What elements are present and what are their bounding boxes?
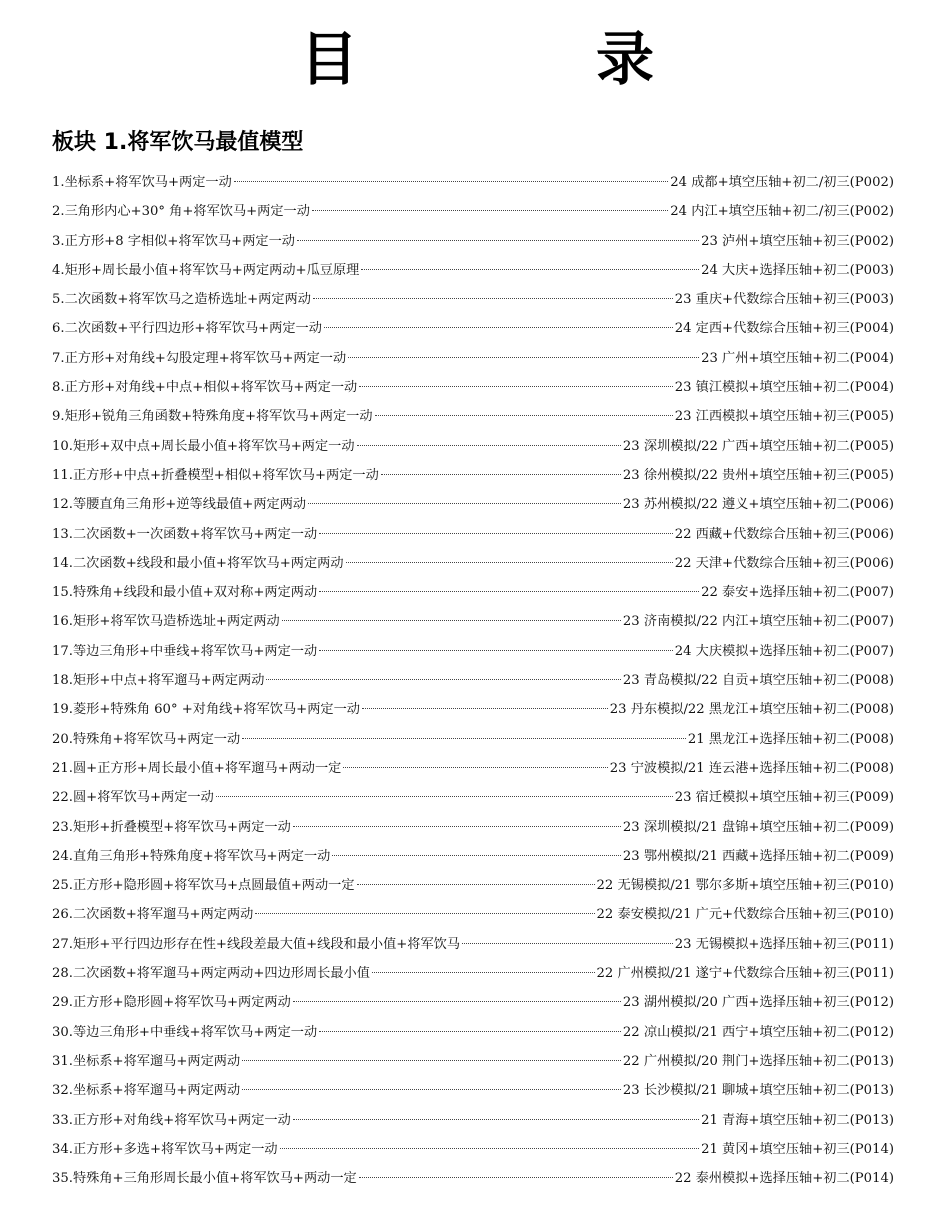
toc-entry-source: 22 凉山模拟/21 西宁+填空压轴+初二 <box>622 1024 850 1040</box>
toc-entry-left <box>52 783 214 812</box>
toc-entry-left <box>52 695 360 724</box>
toc-entry-right <box>623 1018 894 1047</box>
toc-entry-number: 11. <box>52 467 73 483</box>
toc-entry-page: (P008) <box>849 731 894 747</box>
toc-entry-page: (P007) <box>849 614 894 630</box>
toc-entry-page: (P014) <box>849 1171 894 1187</box>
toc-entry-title: 直角三角形+特殊角度+将军饮马+两定一动 <box>72 848 331 864</box>
toc-entry-right <box>675 520 894 549</box>
toc-entry-title: 等边三角形+中垂线+将军饮马+两定一动 <box>72 643 318 659</box>
toc-entry-title: 特殊角+三角形周长最小值+将军饮马+两动一定 <box>72 1171 357 1187</box>
toc-dot-leader <box>343 767 607 768</box>
toc-entry-left <box>52 666 264 695</box>
toc-entry-right <box>610 695 894 724</box>
toc-entry-page: (P006) <box>849 526 894 542</box>
toc-entry-right <box>623 461 894 490</box>
toc-entry[interactable] <box>52 871 894 900</box>
toc-entry-page: (P009) <box>849 790 894 806</box>
toc-entry-right <box>701 227 894 256</box>
toc-entry-page: (P004) <box>849 350 894 366</box>
toc-entry-left <box>52 402 373 431</box>
toc-entry-page: (P006) <box>849 555 894 571</box>
toc-dot-leader <box>359 386 672 387</box>
toc-entry-left <box>52 1076 240 1105</box>
toc-entry[interactable] <box>52 285 894 314</box>
toc-entry-page: (P008) <box>849 760 894 776</box>
toc-dot-leader <box>348 357 699 358</box>
toc-entry-number: 27. <box>52 936 73 952</box>
toc-entry-number: 5. <box>52 292 65 308</box>
toc-entry-page: (P010) <box>849 878 894 894</box>
toc-entry-number: 34. <box>52 1141 73 1157</box>
toc-entry[interactable] <box>52 168 894 197</box>
toc-entry-page: (P003) <box>849 262 894 278</box>
toc-entry-page: (P002) <box>849 233 894 249</box>
toc-entry-source: 22 泰州模拟+选择压轴+初二 <box>674 1171 850 1187</box>
toc-dot-leader <box>357 884 595 885</box>
toc-entry-title: 矩形+将军饮马造桥选址+两定两动 <box>72 614 280 630</box>
toc-entry-title: 二次函数+将军遛马+两定两动+四边形周长最小值 <box>72 966 370 982</box>
toc-entry[interactable] <box>52 783 894 812</box>
toc-entry-page: (P008) <box>849 673 894 689</box>
toc-entry-title: 正方形+多选+将军饮马+两定一动 <box>72 1141 278 1157</box>
section-heading: 板块 1.将军饮马最值模型 <box>52 130 304 155</box>
toc-entry-title: 二次函数+将军饮马之造桥选址+两定两动 <box>64 292 311 308</box>
toc-entry-title: 正方形+8 字相似+将军饮马+两定一动 <box>64 233 295 249</box>
toc-entry-right <box>597 959 894 988</box>
toc-dot-leader <box>242 1060 621 1061</box>
toc-entry-number: 2. <box>52 204 65 220</box>
toc-entry[interactable] <box>52 314 894 343</box>
toc-entry-title: 正方形+对角线+将军饮马+两定一动 <box>72 1112 291 1128</box>
toc-dot-leader <box>255 913 594 914</box>
toc-entry-source: 24 大庆+选择压轴+初二 <box>701 262 850 278</box>
toc-entry-source: 21 青海+填空压轴+初二 <box>701 1112 850 1128</box>
toc-entry-source: 23 广州+填空压轴+初二 <box>701 350 850 366</box>
toc-entry[interactable] <box>52 930 894 959</box>
toc-entry-right <box>675 549 894 578</box>
toc-entry-right <box>623 666 894 695</box>
toc-entry-number: 18. <box>52 673 73 689</box>
toc-entry-title: 二次函数+平行四边形+将军饮马+两定一动 <box>64 321 322 337</box>
toc-entry-source: 21 黄冈+填空压轴+初三 <box>701 1141 850 1157</box>
toc-entry-page: (P012) <box>849 1024 894 1040</box>
toc-entry[interactable] <box>52 256 894 285</box>
toc-dot-leader <box>319 1031 621 1032</box>
toc-entry[interactable] <box>52 666 894 695</box>
toc-entry-number: 21. <box>52 760 73 776</box>
toc-entry-number: 6. <box>52 321 65 337</box>
toc-entry-right <box>675 402 894 431</box>
toc-entry-title: 坐标系+将军饮马+两定一动 <box>64 175 232 190</box>
toc-entry-number: 16. <box>52 614 73 630</box>
toc-entry-left <box>52 1135 278 1164</box>
toc-dot-leader <box>332 855 621 856</box>
toc-dot-leader <box>297 240 699 241</box>
toc-entry[interactable] <box>52 1164 894 1193</box>
toc-entry-source: 23 丹东模拟/22 黑龙江+填空压轴+初二 <box>609 702 850 718</box>
toc-dot-leader <box>362 708 608 709</box>
toc-entry-source: 23 宁波模拟/21 连云港+选择压轴+初二 <box>609 760 850 776</box>
toc-dot-leader <box>282 620 621 621</box>
toc-entry[interactable] <box>52 578 894 607</box>
toc-entry-title: 正方形+隐形圆+将军饮马+两定两动 <box>72 995 291 1011</box>
toc-entry-right <box>675 314 894 343</box>
toc-entry-number: 4. <box>52 262 65 278</box>
toc-entry-left <box>52 227 295 256</box>
toc-entry-title: 矩形+折叠模型+将军饮马+两定一动 <box>72 819 291 835</box>
toc-entry-page: (P012) <box>849 995 894 1011</box>
toc-entry-left <box>52 256 359 285</box>
toc-entry-source: 22 天津+代数综合压轴+初三 <box>674 555 850 571</box>
toc-entry-title: 二次函数+将军遛马+两定两动 <box>72 907 254 923</box>
toc-entry-title: 二次函数+一次函数+将军饮马+两定一动 <box>72 526 318 542</box>
toc-entry-source: 23 济南模拟/22 内江+填空压轴+初二 <box>622 614 850 630</box>
toc-entry[interactable] <box>52 1018 894 1047</box>
toc-entry[interactable] <box>52 402 894 431</box>
toc-entry-right <box>623 432 894 461</box>
toc-entry-right <box>670 168 894 197</box>
toc-entry-left <box>52 197 310 226</box>
toc-entry-number: 7. <box>52 350 65 366</box>
toc-entry[interactable] <box>52 490 894 519</box>
toc-entry-right <box>597 871 894 900</box>
toc-entry-number: 23. <box>52 819 73 835</box>
toc-dot-leader <box>324 327 673 328</box>
toc-entry-left <box>52 461 379 490</box>
toc-entry-right <box>701 256 894 285</box>
toc-entry-title: 正方形+中点+折叠模型+相似+将军饮马+两定一动 <box>72 467 379 483</box>
toc-entry-right <box>675 783 894 812</box>
toc-entry[interactable] <box>52 1076 894 1105</box>
toc-entry[interactable] <box>52 725 894 754</box>
toc-entry-number: 1. <box>52 175 65 190</box>
toc-entry-title: 等边三角形+中垂线+将军饮马+两定一动 <box>72 1024 318 1040</box>
toc-entry-title: 等腰直角三角形+逆等线最值+两定两动 <box>72 497 307 513</box>
toc-entry-number: 19. <box>52 702 73 718</box>
toc-entry-right <box>701 1106 894 1135</box>
toc-entry-source: 23 深圳模拟/21 盘锦+填空压轴+初二 <box>622 819 850 835</box>
toc-entry-title: 矩形+周长最小值+将军饮马+两定两动+瓜豆原理 <box>64 262 360 278</box>
toc-entry-right <box>623 607 894 636</box>
toc-entry-page: (P005) <box>849 467 894 483</box>
toc-entry-title: 特殊角+将军饮马+两定一动 <box>72 731 241 747</box>
toc-entry-title: 坐标系+将军遛马+两定两动 <box>72 1083 241 1099</box>
toc-entry-right <box>675 285 894 314</box>
toc-entry-source: 23 青岛模拟/22 自贡+填空压轴+初二 <box>622 673 850 689</box>
toc-entry[interactable] <box>52 461 894 490</box>
toc-entry-right <box>610 754 894 783</box>
toc-entry-source: 23 镇江模拟+填空压轴+初二 <box>674 380 850 396</box>
toc-entry-left <box>52 930 460 959</box>
toc-entry-title: 正方形+对角线+中点+相似+将军饮马+两定一动 <box>64 380 358 396</box>
toc-entry-left <box>52 432 355 461</box>
toc-entry-number: 15. <box>52 585 73 601</box>
toc-entry[interactable] <box>52 1047 894 1076</box>
toc-entry[interactable] <box>52 959 894 988</box>
toc-entry-left <box>52 754 341 783</box>
toc-entry-left <box>52 373 357 402</box>
toc-dot-leader <box>462 943 673 944</box>
toc-entry-left <box>52 842 330 871</box>
toc-entry-page: (P002) <box>849 204 894 220</box>
toc-entry-number: 29. <box>52 995 73 1011</box>
toc-dot-leader <box>216 796 673 797</box>
toc-entry-source: 24 内江+填空压轴+初二/初三 <box>670 204 850 220</box>
page-title-char-2: 录 <box>596 25 655 93</box>
toc-entry-page: (P005) <box>849 409 894 425</box>
toc-entry-number: 30. <box>52 1024 73 1040</box>
page-title <box>0 24 944 94</box>
toc-entry-left <box>52 725 240 754</box>
toc-dot-leader <box>381 474 621 475</box>
toc-dot-leader <box>313 298 673 299</box>
toc-entry-number: 17. <box>52 643 73 659</box>
toc-entry-number: 32. <box>52 1083 73 1099</box>
toc-entry[interactable] <box>52 637 894 666</box>
toc-entry-right <box>675 373 894 402</box>
toc-entry-title: 三角形内心+30° 角+将军饮马+两定一动 <box>64 204 310 220</box>
toc-entry-left <box>52 344 346 373</box>
toc-entry[interactable] <box>52 197 894 226</box>
toc-entry-title: 圆+正方形+周长最小值+将军遛马+两动一定 <box>72 760 342 776</box>
toc-entry-source: 22 无锡模拟/21 鄂尔多斯+填空压轴+初三 <box>596 878 850 894</box>
toc-dot-leader <box>308 503 621 504</box>
toc-entry-left <box>52 520 317 549</box>
toc-entry[interactable] <box>52 227 894 256</box>
toc-entry-title: 菱形+特殊角 60° +对角线+将军饮马+两定一动 <box>72 702 360 718</box>
toc-entry-source: 24 大庆模拟+选择压轴+初二 <box>674 643 850 659</box>
toc-entry-page: (P011) <box>849 936 894 952</box>
toc-entry-right <box>670 197 894 226</box>
toc-entry-number: 31. <box>52 1053 73 1069</box>
toc-entry-number: 28. <box>52 966 73 982</box>
toc-entry-title: 正方形+隐形圆+将军饮马+点圆最值+两动一定 <box>72 878 355 894</box>
toc-entry-left <box>52 813 291 842</box>
toc-entry-page: (P002) <box>849 175 894 190</box>
toc-entry-left <box>52 285 311 314</box>
toc-entry-left <box>52 871 355 900</box>
toc-dot-leader <box>357 445 621 446</box>
toc-dot-leader <box>293 1001 621 1002</box>
toc-entry-number: 25. <box>52 878 73 894</box>
toc-entry-left <box>52 1018 317 1047</box>
toc-entry-right <box>675 930 894 959</box>
toc-entry[interactable] <box>52 373 894 402</box>
toc-entry-title: 特殊角+线段和最小值+双对称+两定两动 <box>72 585 318 601</box>
table-of-contents <box>52 168 894 1193</box>
toc-entry[interactable] <box>52 432 894 461</box>
toc-entry-left <box>52 549 344 578</box>
toc-dot-leader <box>319 591 699 592</box>
toc-entry-source: 23 无锡模拟+选择压轴+初三 <box>674 936 850 952</box>
toc-dot-leader <box>242 1089 621 1090</box>
toc-entry-page: (P008) <box>849 702 894 718</box>
toc-entry-page: (P007) <box>849 585 894 601</box>
toc-entry-source: 23 徐州模拟/22 贵州+填空压轴+初三 <box>622 467 850 483</box>
toc-entry-page: (P014) <box>849 1141 894 1157</box>
toc-entry-right <box>623 1076 894 1105</box>
toc-entry-source: 22 泰安模拟/21 广元+代数综合压轴+初三 <box>596 907 850 923</box>
toc-entry[interactable] <box>52 344 894 373</box>
toc-entry-right <box>623 1047 894 1076</box>
toc-entry-number: 8. <box>52 380 65 396</box>
toc-entry-source: 23 重庆+代数综合压轴+初三 <box>674 292 850 308</box>
toc-entry[interactable] <box>52 607 894 636</box>
toc-entry-source: 23 苏州模拟/22 遵义+填空压轴+初二 <box>622 497 850 513</box>
toc-entry-right <box>675 637 894 666</box>
toc-entry-title: 坐标系+将军遛马+两定两动 <box>72 1053 241 1069</box>
toc-entry[interactable] <box>52 988 894 1017</box>
page-title-char-1: 目 <box>300 25 359 93</box>
toc-entry-page: (P009) <box>849 819 894 835</box>
toc-entry-page: (P010) <box>849 907 894 923</box>
toc-entry-number: 13. <box>52 526 73 542</box>
toc-entry-source: 24 定西+代数综合压轴+初三 <box>674 321 850 337</box>
toc-entry-page: (P003) <box>849 292 894 308</box>
toc-entry-page: (P004) <box>849 321 894 337</box>
toc-entry-page: (P013) <box>849 1083 894 1099</box>
toc-entry-left <box>52 1047 240 1076</box>
toc-entry[interactable] <box>52 1135 894 1164</box>
toc-entry[interactable] <box>52 549 894 578</box>
toc-entry[interactable] <box>52 520 894 549</box>
toc-entry-source: 22 广州模拟/21 遂宁+代数综合压轴+初三 <box>596 966 850 982</box>
toc-entry[interactable] <box>52 900 894 929</box>
toc-entry-number: 35. <box>52 1171 73 1187</box>
toc-entry-page: (P007) <box>849 643 894 659</box>
toc-dot-leader <box>361 269 699 270</box>
toc-entry-number: 9. <box>52 409 65 425</box>
toc-entry[interactable] <box>52 754 894 783</box>
toc-entry-number: 22. <box>52 790 73 806</box>
toc-entry-left <box>52 490 306 519</box>
toc-entry-right <box>688 725 894 754</box>
toc-entry-page: (P006) <box>849 497 894 513</box>
toc-dot-leader <box>234 181 669 182</box>
toc-entry-left <box>52 900 253 929</box>
toc-entry-source: 23 泸州+填空压轴+初三 <box>701 233 850 249</box>
toc-entry-left <box>52 607 280 636</box>
toc-dot-leader <box>319 650 673 651</box>
toc-entry-right <box>623 988 894 1017</box>
toc-entry-right <box>623 813 894 842</box>
toc-entry-source: 23 长沙模拟/21 聊城+填空压轴+初二 <box>622 1083 850 1099</box>
toc-entry-right <box>623 842 894 871</box>
toc-entry-number: 33. <box>52 1112 73 1128</box>
toc-entry-right <box>701 1135 894 1164</box>
toc-entry-page: (P004) <box>849 380 894 396</box>
toc-dot-leader <box>293 1119 699 1120</box>
toc-entry-source: 23 鄂州模拟/21 西藏+选择压轴+初二 <box>622 848 850 864</box>
toc-entry-page: (P005) <box>849 438 894 454</box>
toc-entry-page: (P009) <box>849 848 894 864</box>
toc-entry-number: 24. <box>52 848 73 864</box>
toc-entry-right <box>701 344 894 373</box>
toc-entry-source: 23 深圳模拟/22 广西+填空压轴+初二 <box>622 438 850 454</box>
toc-entry-left <box>52 637 317 666</box>
toc-entry-source: 23 湖州模拟/20 广西+选择压轴+初三 <box>622 995 850 1011</box>
toc-dot-leader <box>280 1148 700 1149</box>
toc-dot-leader <box>266 679 621 680</box>
toc-entry-right <box>597 900 894 929</box>
toc-entry-left <box>52 959 370 988</box>
toc-dot-leader <box>359 1177 673 1178</box>
toc-entry-left <box>52 1164 357 1193</box>
toc-entry-right <box>623 490 894 519</box>
toc-dot-leader <box>372 972 595 973</box>
toc-entry-source: 23 宿迁模拟+填空压轴+初三 <box>674 790 850 806</box>
toc-entry-number: 12. <box>52 497 73 513</box>
toc-entry[interactable] <box>52 695 894 724</box>
toc-entry-number: 26. <box>52 907 73 923</box>
toc-dot-leader <box>319 533 673 534</box>
toc-entry-right <box>675 1164 894 1193</box>
toc-entry-title: 矩形+锐角三角函数+特殊角度+将军饮马+两定一动 <box>64 409 373 425</box>
toc-entry[interactable] <box>52 842 894 871</box>
toc-entry-page: (P011) <box>849 966 894 982</box>
toc-entry-left <box>52 578 317 607</box>
toc-entry-number: 3. <box>52 233 65 249</box>
toc-entry-title: 矩形+平行四边形存在性+线段差最大值+线段和最小值+将军饮马 <box>72 936 461 952</box>
toc-dot-leader <box>346 562 673 563</box>
toc-entry-left <box>52 314 322 343</box>
toc-entry-number: 10. <box>52 438 73 454</box>
toc-entry-right <box>701 578 894 607</box>
toc-entry-page: (P013) <box>849 1112 894 1128</box>
toc-entry-title: 二次函数+线段和最小值+将军饮马+两定两动 <box>72 555 344 571</box>
toc-entry-source: 22 广州模拟/20 荆门+选择压轴+初二 <box>622 1053 850 1069</box>
toc-entry-left <box>52 168 232 197</box>
toc-entry[interactable] <box>52 1106 894 1135</box>
toc-entry-source: 21 黑龙江+选择压轴+初二 <box>687 731 850 747</box>
toc-entry-page: (P013) <box>849 1053 894 1069</box>
toc-entry-title: 矩形+中点+将军遛马+两定两动 <box>72 673 265 689</box>
toc-entry-number: 14. <box>52 555 73 571</box>
toc-entry-left <box>52 1106 291 1135</box>
toc-dot-leader <box>312 210 668 211</box>
toc-entry-title: 正方形+对角线+勾股定理+将军饮马+两定一动 <box>64 350 347 366</box>
toc-dot-leader <box>242 738 686 739</box>
toc-entry-source: 22 西藏+代数综合压轴+初三 <box>674 526 850 542</box>
toc-entry-source: 24 成都+填空压轴+初二/初三 <box>670 175 850 190</box>
toc-entry-title: 圆+将军饮马+两定一动 <box>72 790 214 806</box>
toc-entry-title: 矩形+双中点+周长最小值+将军饮马+两定一动 <box>72 438 355 454</box>
toc-dot-leader <box>293 826 621 827</box>
toc-entry-source: 22 泰安+选择压轴+初二 <box>701 585 850 601</box>
toc-dot-leader <box>375 415 673 416</box>
toc-entry-left <box>52 988 291 1017</box>
toc-entry[interactable] <box>52 813 894 842</box>
toc-entry-source: 23 江西模拟+填空压轴+初三 <box>674 409 850 425</box>
toc-entry-number: 20. <box>52 731 73 747</box>
